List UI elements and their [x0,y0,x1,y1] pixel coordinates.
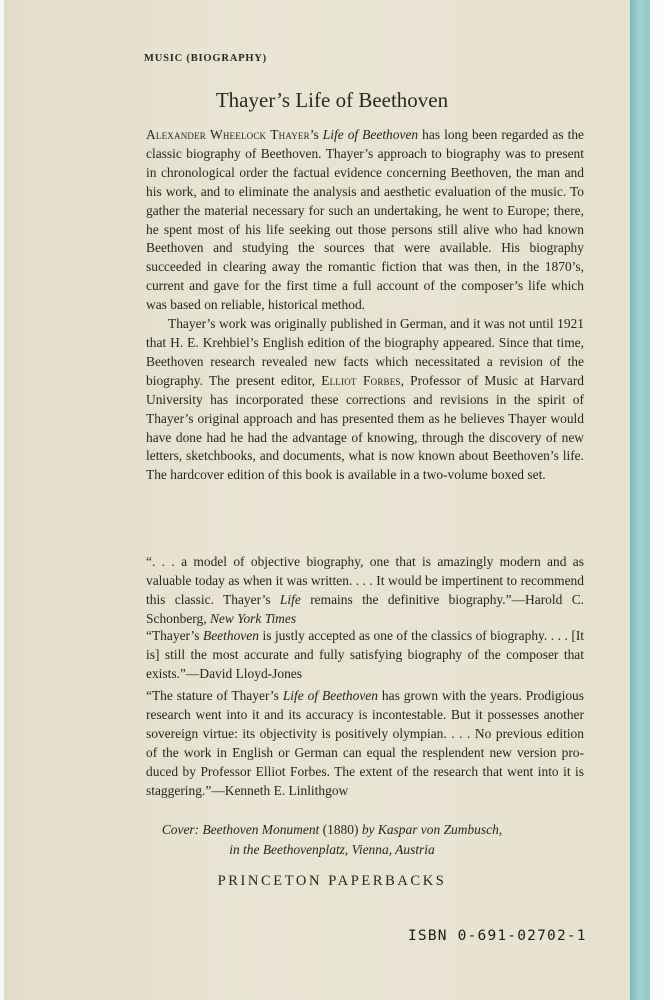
description-text [146,126,584,485]
author-possessive: ’s [309,127,319,142]
quote-1-italic-a: Life [279,592,301,607]
isbn-number: ISBN 0-691-02702-1 [408,928,587,944]
quote-1-text-a: “. . . a model of objective biography, one that is amazingly modern and as valuable today as when it was written. . . . It would be impertinent to recommend this classic. Thayer’s [146,554,584,607]
quote-2-text-b: is justly accepted as one of the classics of biography. . . . [It is] still the most accurate and fully satisfying biography of the composer that exists.”—David Lloyd-Jones [146,628,585,681]
review-quote-2 [146,626,584,683]
second-text-before: Thayer’s work was originally published in German, and it was not until 1921 that H. E. Krehbiel’s English edition of the biography appeared. Since that time, Beethoven research revealed new facts which necessitated a revision of the biography. The present editor, [146,316,584,388]
publisher-series: PRINCETON PAPERBACKS [217,873,447,889]
second-paragraph [146,315,584,485]
quote-1-source: New York Times [209,611,297,626]
book-title-heading: Thayer’s Life of Beethoven [215,88,449,112]
intro-book-title: Life of Beethoven [322,127,419,142]
author-name: Alexander Wheelock Thayer [146,127,310,142]
cover-credit-line-2: in the Beethovenplatz, Vienna, Austria [229,841,435,857]
review-quote-3 [146,686,584,800]
quote-3-italic-a: Life of Beethoven [282,688,378,703]
quote-2-italic-a: Beethoven [203,628,259,643]
intro-paragraph [146,126,584,315]
cover-credit-line-1 [0,820,664,840]
editor-name: Elliot Forbes [321,372,401,388]
credit-artist: by Kaspar von Zumbusch, [361,822,503,837]
quote-3-text-b: has grown with the years. Prodigious research went into it and its accuracy is incontestable. But it possesses another sovereign virtue: its objectivity is positively olympian. . . . No previous edition of the work in English or German can equal the resplendent new version produced by Professor Elliot Forbes. The extent of the research that went into it is staggering.”—Kenneth E. Linlithgow [146,688,585,798]
quote-2-text-a: “Thayer’s [146,628,200,643]
intro-text: has long been regarded as the classic biography of Beethoven. Thayer’s approach to biography was to present in chronological order the factual evidence concerning Beethoven, the man and his work, and to eliminate the analysis and aesthetic evaluation of the music. To gather the material necessary for such an undertaking, he went to Europe; there, he spent most of his life seeking out those persons still alive who had known Beethoven and studying the sources that were available. His biography succeeded in clearing away the romantic fiction that was then, in the 1870’s, current and gave for the first time a full account of the composer’s life which was based on reliable, historical method. [146,127,585,313]
cover-credit [0,820,664,859]
quote-1-text-b: remains the definitive biography.”—Harold C. Schonberg, [146,592,585,626]
quote-3-text-a: “The stature of Thayer’s [146,688,279,703]
review-quote-1 [146,552,584,628]
credit-year: (1880) [322,822,359,837]
credit-work: Cover: Beethoven Monument [161,822,320,837]
category-label: MUSIC (BIOGRAPHY) [144,53,267,64]
second-text-after: , Professor of Music at Harvard University has incorporated these corrections and revisions in the spirit of Thayer’s original approach and has presented them as he believes Thayer would have done had he had the advantage of knowing, through the discovery of new letters, sketchbooks, and documents, what is now known about Beethoven’s life. The hardcover edition of this book is available in a two-volume boxed set. [146,372,585,483]
